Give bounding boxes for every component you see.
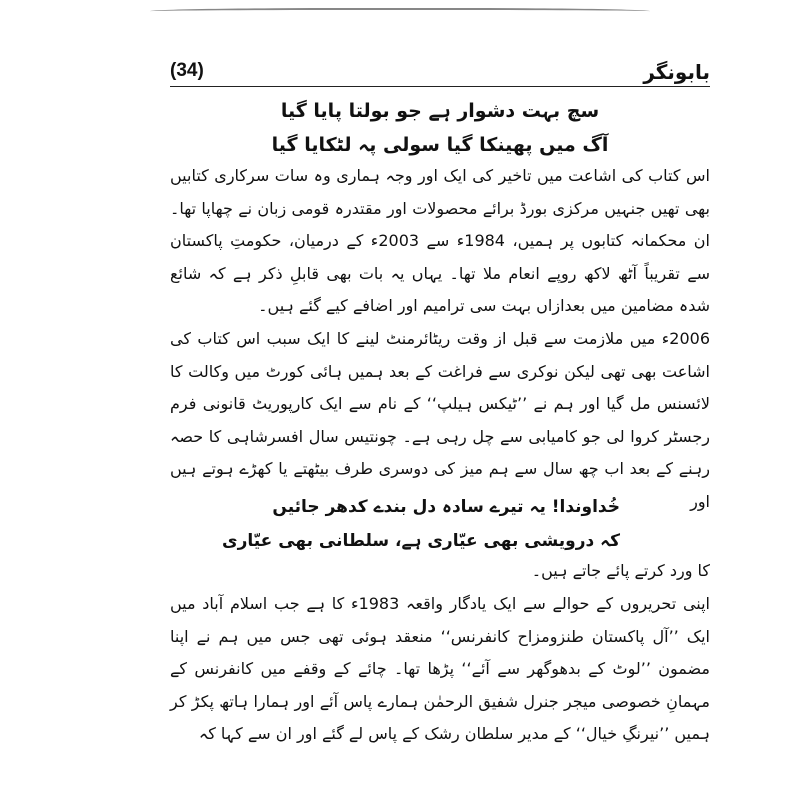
book-page [170,50,710,790]
couplet-line-2: آگ میں پھینکا گیا سولی پہ لٹکایا گیا [271,134,609,156]
opening-couplet [210,94,670,162]
paragraph-retirement: 2006ء میں ملازمت سے قبل از وقت ریٹائرمنٹ لینے کا ایک سبب اس کتاب کی اشاعت بھی تھی لیکن نوکری سے فراغت کے بعد ہمیں ہائی کورٹ میں وکالت کا لائسنس مل گیا اور ہم نے ’’ٹیکس ہیلپ‘‘ کے نام سے ایک کارپوریٹ قانونی فرم رجسٹر کروا لی جو کامیابی سے چل رہی ہے۔ چونتیس سال افسرشاہی کا حصہ رہنے کے بعد اب چھ سال سے ہم میز کی دوسری طرف بیٹھتے یا کھڑے ہوتے ہیں اور [170,329,710,511]
iqbal-line-1: خُداوندا! یہ تیرے سادہ دل بندے کدھر جائیں [272,497,620,517]
paragraph-delay-reason: اس کتاب کی اشاعت میں تاخیر کی ایک اور وجہ ہماری وہ سات سرکاری کتابیں بھی تھیں جنہیں مرکزی بورڈ برائے محصولات اور مقتدرہ قومی زبان نے چھاپا تھا۔ ان محکمانہ کتابوں پر ہمیں، 1984ء سے 2003ء کے درمیان، حکومتِ پاکستان سے تقریباً آٹھ لاکھ روپے انعام ملا تھا۔ یہاں یہ بات بھی قابلِ ذکر ہے کہ شائع شدہ مضامین میں بعدازاں بہت سی ترامیم اور اضافے کیے گئے ہیں۔ [170,166,711,315]
couplet-line-1: سچ بہت دشوار ہے جو بولتا پایا گیا [280,100,600,122]
paragraph-recital: کا ورد کرتے پائے جاتے ہیں۔ [531,561,710,580]
header-rule [170,86,710,87]
page-number: (34) [170,60,204,81]
iqbal-line-2: کہ درویشی بھی عیّاری ہے، سلطانی بھی عیّاری [221,531,620,551]
running-title: بابونگر [643,60,710,84]
scan-edge-artifact [150,8,650,16]
paragraph-conference: اپنی تحریروں کے حوالے سے ایک یادگار واقعہ 1983ء کا ہے جب اسلام آباد میں ایک ’’آل پاکستان طنزومزاح کانفرنس‘‘ منعقد ہوئی تھی جس میں ہم نے اپنا مضمون ’’لوٹ کے بدھوگھر سے آئے‘‘ پڑھا تھا۔ چائے کے وقفے میں کانفرنس کے مہمانِ خصوصی میجر جنرل شفیق الرحمٰن ہمارے پاس آئے اور ہمارا ہاتھ پکڑ کر ہمیں ’’نیرنگِ خیال‘‘ کے مدیر سلطان رشک کے پاس لے گئے اور ان سے کہا کہ [170,594,711,743]
iqbal-couplet [221,490,620,558]
